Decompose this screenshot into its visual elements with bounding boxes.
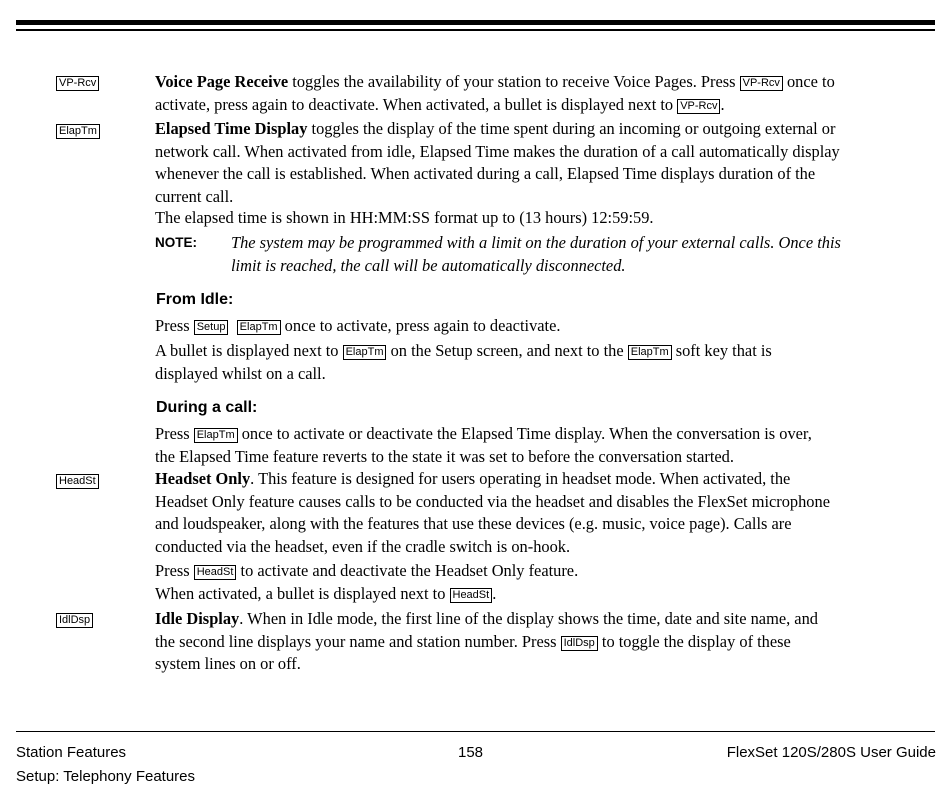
- vp-rcv-key-label: VP-Rcv: [56, 76, 99, 91]
- voice-page-receive-title: Voice Page Receive: [155, 72, 289, 91]
- during-call-text: the Elapsed Time feature reverts to the state it was set to before the conversation started.: [155, 446, 734, 466]
- hs-text: When activated, a bullet is displayed next to: [155, 583, 450, 603]
- from-idle-p2: [155, 340, 940, 385]
- vp-text: .: [720, 94, 725, 114]
- elapsed-time-section: [155, 118, 940, 208]
- footer-guide-title: FlexSet 120S/280S User Guide: [726, 744, 936, 761]
- hs-text: Headset Only feature causes calls to be conducted via the headset and disables the FlexSet microphone: [155, 491, 830, 511]
- note-label: NOTE:: [155, 235, 197, 250]
- from-idle-heading: From Idle:: [156, 291, 234, 308]
- elaptm-key: ElapTm: [343, 345, 387, 360]
- hs-text: . This feature is designed for users operating in headset mode. When activated, the: [250, 469, 791, 488]
- from-idle-text: Press: [155, 316, 194, 335]
- during-call-text: Press: [155, 424, 194, 443]
- from-idle-text: A bullet is displayed next to: [155, 341, 343, 360]
- vp-rcv-key: VP-Rcv: [677, 99, 720, 114]
- footer-subsection-title: Setup: Telephony Features: [16, 768, 196, 785]
- idldsp-key-label: IdlDsp: [56, 613, 93, 628]
- setup-key: Setup: [194, 320, 229, 335]
- vp-rcv-key: VP-Rcv: [740, 76, 783, 91]
- during-call-p1: [155, 423, 940, 468]
- from-idle-text: soft key that is: [671, 341, 772, 360]
- elaptm-key: ElapTm: [237, 320, 281, 335]
- et-text: toggles the display of the time spent during an incoming or outgoing external or: [307, 119, 836, 138]
- hs-text: Press: [155, 561, 194, 580]
- et-format-text: The elapsed time is shown in HH:MM:SS format up to (13 hours) 12:59:59.: [155, 208, 654, 227]
- id-text: . When in Idle mode, the first line of the display shows the time, date and site name, and: [239, 609, 818, 628]
- from-idle-p1: [155, 315, 940, 338]
- hs-text: and loudspeaker, along with the features that use these devices (e.g. music, voice page). Calls are: [155, 514, 792, 534]
- vp-text: once to: [782, 72, 835, 91]
- elaptm-key-label: ElapTm: [56, 124, 100, 139]
- id-text: to toggle the display of these: [597, 631, 791, 651]
- during-call-heading: During a call:: [156, 399, 258, 416]
- elaptm-key: ElapTm: [194, 428, 238, 443]
- header-rule-thin: [16, 29, 935, 31]
- hs-text: .: [492, 583, 497, 603]
- headset-only-section: [155, 468, 940, 558]
- from-idle-text: displayed whilst on a call.: [155, 363, 326, 383]
- headset-only-p2: [155, 560, 940, 605]
- hs-text: conducted via the headset, even if the cradle switch is on-hook.: [155, 536, 571, 556]
- from-idle-text: on the Setup screen, and next to the: [386, 341, 628, 360]
- from-idle-text: once to activate, press again to deactivate.: [280, 316, 561, 335]
- et-text: network call. When activated from idle, Elapsed Time makes the duration of a call automatically display: [155, 141, 840, 161]
- note-text: The system may be programmed with a limit on the duration of your external calls. Once this: [231, 233, 841, 252]
- headst-key-label: HeadSt: [56, 474, 99, 489]
- hs-text: to activate and deactivate the Headset Only feature.: [236, 561, 579, 580]
- headst-key: HeadSt: [194, 565, 237, 580]
- footer-rule: [16, 731, 935, 732]
- idle-display-section: [155, 608, 940, 676]
- vp-text: activate, press again to deactivate. When activated, a bullet is displayed next to: [155, 94, 678, 114]
- id-text: the second line displays your name and station number. Press: [155, 631, 561, 651]
- id-text: system lines on or off.: [155, 654, 301, 674]
- et-text: current call.: [155, 186, 234, 206]
- idle-display-title: Idle Display: [155, 609, 240, 628]
- during-call-text: once to activate or deactivate the Elapsed Time display. When the conversation is over,: [237, 424, 812, 443]
- headset-only-title: Headset Only: [155, 469, 251, 488]
- footer-section-title: Station Features: [16, 744, 127, 761]
- elapsed-time-title: Elapsed Time Display: [155, 119, 308, 138]
- elapsed-time-format: [155, 207, 940, 230]
- vp-text: toggles the availability of your station to receive Voice Pages. Press: [288, 72, 740, 91]
- footer-page-number: 158: [458, 744, 484, 761]
- et-text: whenever the call is established. When activated during a call, Elapsed Time displays duration of the: [155, 164, 816, 184]
- idldsp-key: IdlDsp: [561, 636, 598, 651]
- headst-key: HeadSt: [450, 588, 493, 603]
- header-rule-thick: [16, 20, 935, 25]
- note-block: [155, 232, 940, 278]
- note-text: limit is reached, the call will be automatically disconnected.: [231, 255, 626, 275]
- elaptm-key: ElapTm: [628, 345, 672, 360]
- voice-page-receive-section: [155, 71, 940, 116]
